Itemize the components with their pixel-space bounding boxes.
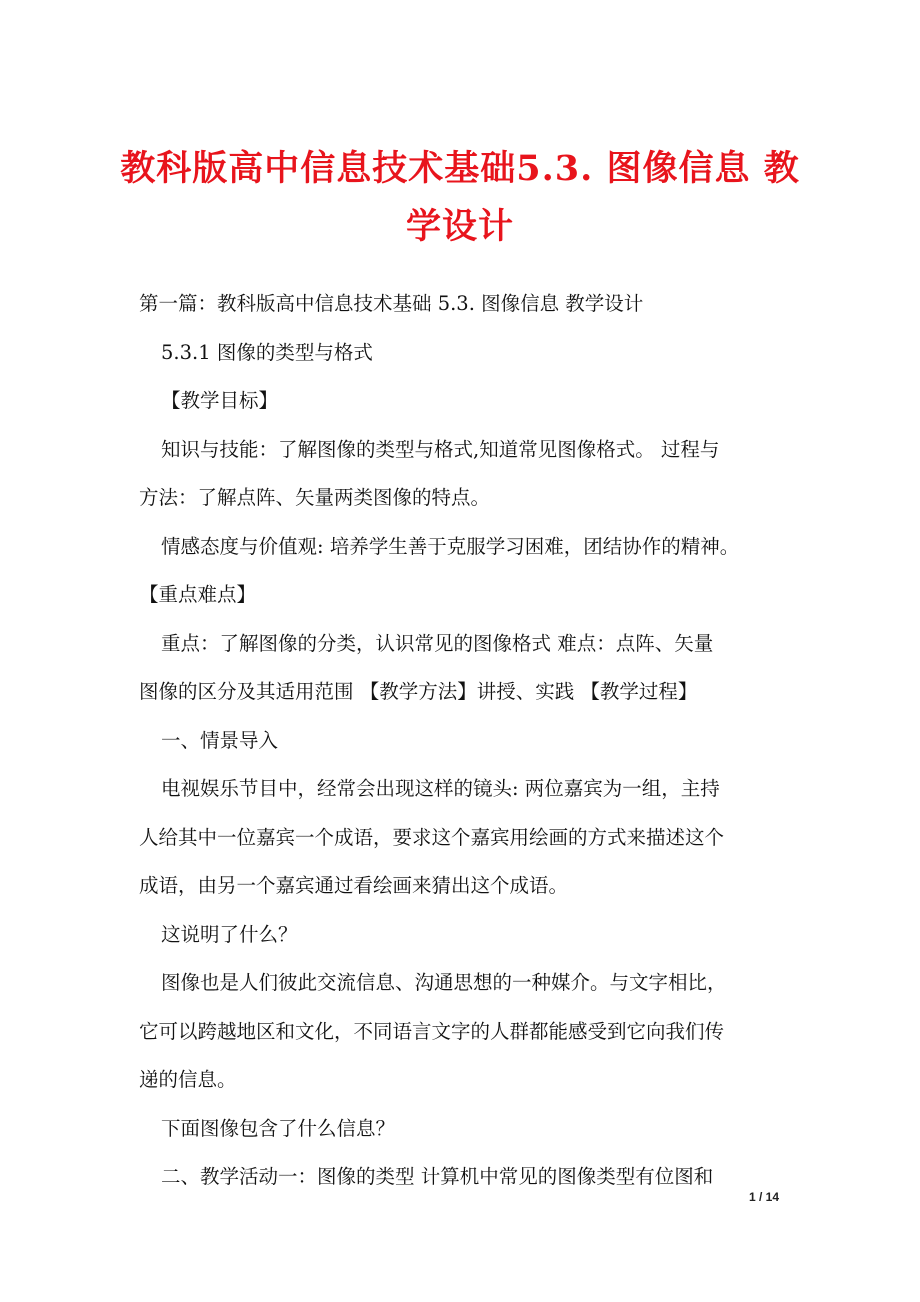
page-number: 1 / 14 bbox=[748, 1190, 779, 1204]
paragraph-line: 第一篇：教科版高中信息技术基础 5.3. 图像信息 教学设计 bbox=[139, 292, 644, 315]
title-line-2: 学设计 bbox=[405, 206, 514, 247]
paragraph-line: 方法：了解点阵、矢量两类图像的特点。 bbox=[139, 486, 491, 509]
paragraph-line: 它可以跨越地区和文化，不同语言文字的人群都能感受到它向我们传 bbox=[139, 1020, 725, 1043]
paragraph-line: 人给其中一位嘉宾一个成语，要求这个嘉宾用绘画的方式来描述这个 bbox=[139, 826, 725, 849]
title-line-1: 教科版高中信息技术基础5.3. 图像信息 教 bbox=[120, 148, 800, 189]
document-title bbox=[120, 140, 800, 256]
paragraph-line: 这说明了什么？ bbox=[161, 923, 298, 946]
paragraph-line: 递的信息。 bbox=[139, 1068, 237, 1091]
section-heading: 5.3.1 图像的类型与格式 bbox=[161, 341, 373, 364]
paragraph-line: 图像也是人们彼此交流信息、沟通思想的一种媒介。与文字相比， bbox=[161, 971, 727, 994]
paragraph-line: 成语，由另一个嘉宾通过看绘画来猜出这个成语。 bbox=[139, 874, 569, 897]
paragraph-line: 重点：了解图像的分类，认识常见的图像格式 难点：点阵、矢量 bbox=[161, 632, 714, 655]
paragraph-line: 图像的区分及其适用范围 【教学方法】讲授、实践 【教学过程】 bbox=[139, 680, 698, 703]
section-heading: 一、情景导入 bbox=[161, 729, 279, 752]
paragraph-line: 二、教学活动一：图像的类型 计算机中常见的图像类型有位图和 bbox=[161, 1165, 714, 1188]
paragraph-line: 电视娱乐节目中，经常会出现这样的镜头: 两位嘉宾为一组，主持 bbox=[161, 777, 720, 800]
paragraph-line: 下面图像包含了什么信息？ bbox=[161, 1117, 396, 1140]
section-label: 【重点难点】 bbox=[139, 583, 257, 606]
paragraph-line: 情感态度与价值观: 培养学生善于克服学习困难，团结协作的精神。 bbox=[161, 535, 740, 558]
section-label: 【教学目标】 bbox=[161, 389, 279, 412]
paragraph-line: 知识与技能：了解图像的类型与格式,知道常见图像格式。 过程与 bbox=[161, 438, 720, 461]
